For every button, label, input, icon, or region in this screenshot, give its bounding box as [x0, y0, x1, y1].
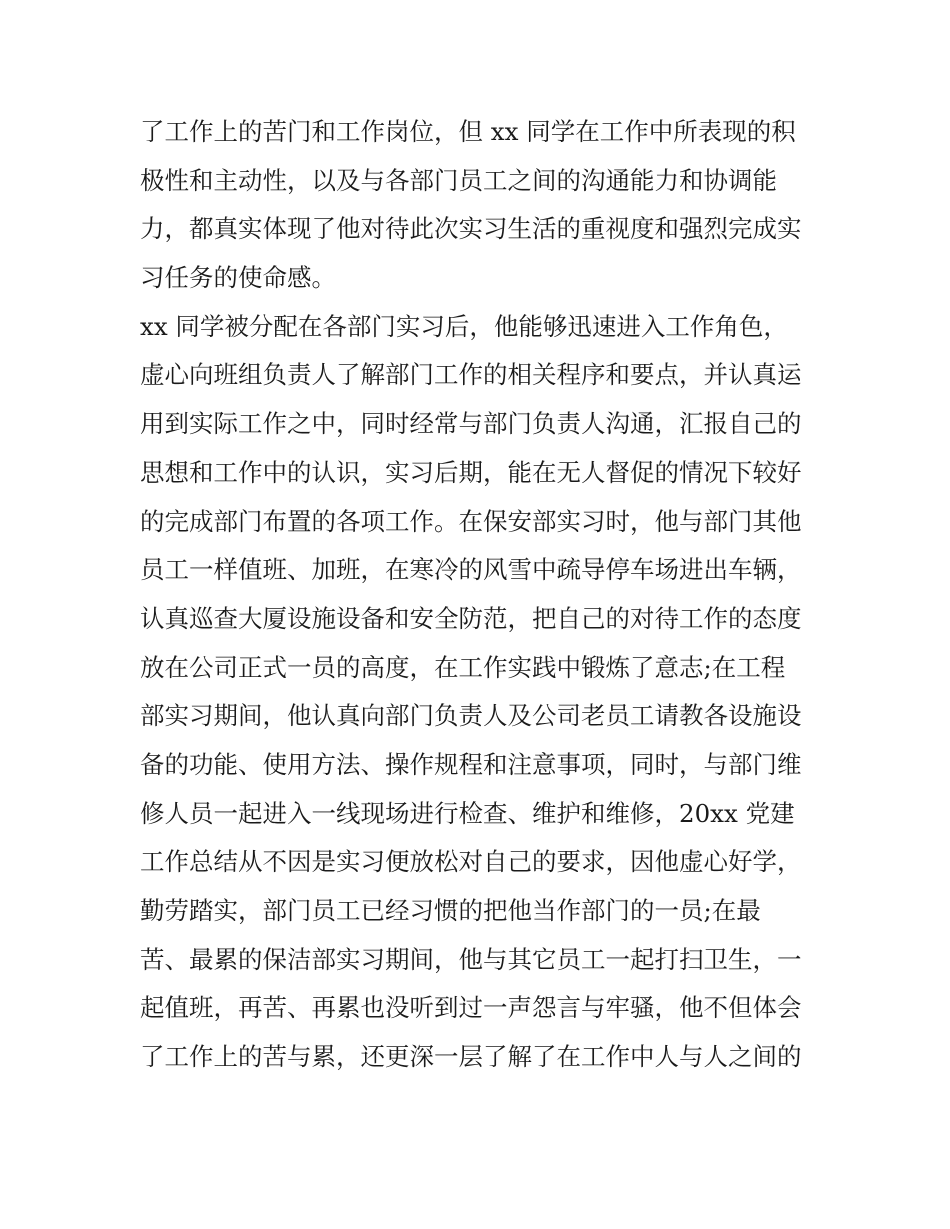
text-line-14: 备的功能、使用方法、操作规程和注意事项，同时，与部门维: [140, 749, 802, 779]
text-line-17: 勤劳踏实，部门员工已经习惯的把他当作部门的一员;在最: [140, 896, 761, 925]
text-line-7: 用到实际工作之中，同时经常与部门负责人沟通，汇报自己的: [140, 409, 802, 439]
text-line-10: 员工一样值班、加班，在寒冷的风雪中疏导停车场进出车辆，: [140, 555, 802, 585]
text-line-16: 工作总结从不因是实习便放松对自己的要求，因他虚心好学，: [140, 847, 802, 877]
text-line-3: 力，都真实体现了他对待此次实习生活的重视度和强烈完成实: [140, 214, 802, 244]
text-line-9: 的完成部门布置的各项工作。在保安部实习时，他与部门其他: [140, 506, 802, 536]
text-line-18: 苦、最累的保洁部实习期间，他与其它员工一起打扫卫生，一: [140, 944, 802, 974]
text-line-15: 修人员一起进入一线现场进行检查、维护和维修，20xx 党建: [140, 798, 795, 828]
text-line-19: 起值班，再苦、再累也没听到过一声怨言与牢骚，他不但体会: [140, 993, 802, 1023]
text-line-11: 认真巡查大厦设施设备和安全防范，把自己的对待工作的态度: [140, 603, 802, 633]
text-line-20: 了工作上的苦与累，还更深一层了解了在工作中人与人之间的: [140, 1042, 802, 1072]
text-line-12: 放在公司正式一员的高度，在工作实践中锻炼了意志;在工程: [140, 652, 786, 682]
text-line-4: 习任务的使命感。: [140, 263, 336, 293]
text-line-5: xx 同学被分配在各部门实习后，他能够迅速进入工作角色，: [140, 311, 788, 341]
text-line-13: 部实习期间，他认真向部门负责人及公司老员工请教各设施设: [140, 701, 802, 731]
text-line-8: 思想和工作中的认识，实习后期，能在无人督促的情况下较好: [140, 457, 802, 487]
text-line-2: 极性和主动性，以及与各部门员工之间的沟通能力和协调能: [140, 165, 777, 195]
text-line-1: 了工作上的苦门和工作岗位，但 xx 同学在工作中所表现的积: [140, 117, 796, 146]
body-text: [140, 108, 830, 1082]
text-line-6: 虚心向班组负责人了解部门工作的相关程序和要点，并认真运: [140, 360, 802, 390]
